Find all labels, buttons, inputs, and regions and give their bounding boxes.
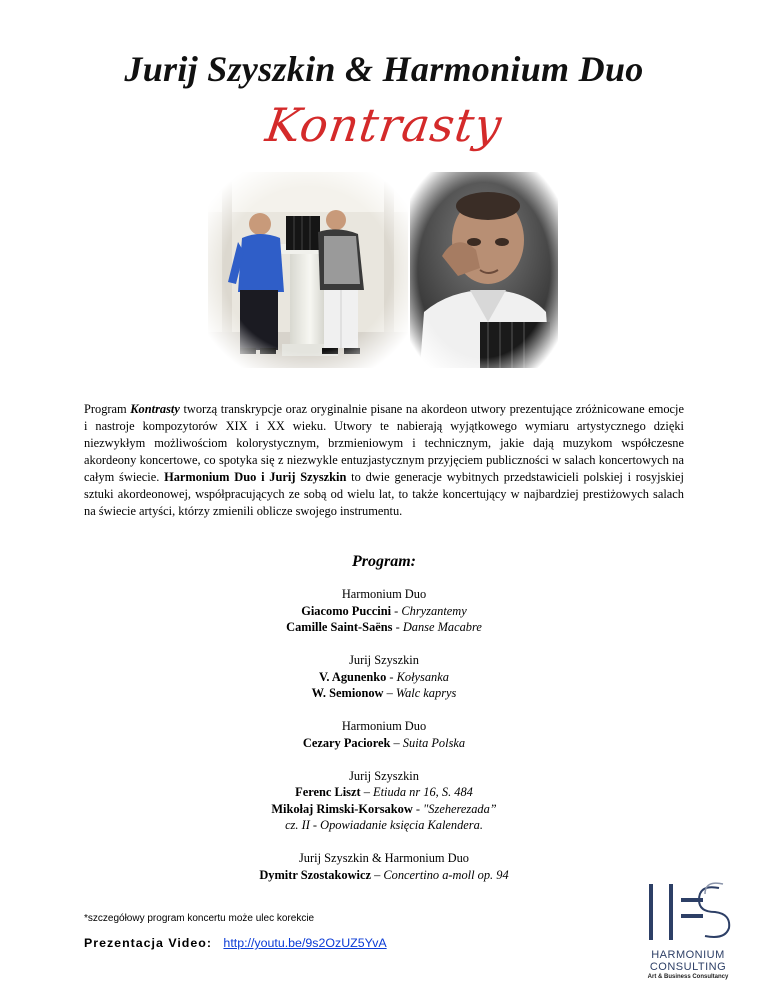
separator: – — [360, 785, 374, 799]
program-item — [0, 784, 768, 801]
work-title: Chryzantemy — [401, 603, 467, 618]
portrait-photo — [410, 172, 558, 368]
program-note: *szczegółowy program koncertu może ulec korekcie — [84, 913, 315, 924]
program-item — [0, 817, 768, 834]
composer: Dymitr Szostakowicz — [259, 867, 371, 882]
logo-name-line1: HARMONIUM — [651, 949, 725, 961]
intro-text: Program — [84, 402, 131, 416]
work-title: Kołysanka — [396, 669, 449, 684]
separator: – — [390, 735, 403, 750]
intro-artists: Harmonium Duo i Jurij Szyszkin — [164, 470, 347, 484]
program-item — [0, 603, 768, 620]
program-heading: Program: — [352, 553, 416, 570]
intro-text: tworzą transkrypcje oraz oryginalnie pisane na akordeon utwory prezentujące zróżnicowane emocje i nastroje kompozytorów XIX i XX wieku. Utwory te nabierają wyjątkowego wymiaru artystycznego dzięki niezwykłym możliwościom kolorystycznym, brzmieniowym i technicznym, jakie dają muzykom współczesne akordeony koncertowe, co spotyka się z niezwykle entuzjastycznym przyjęciem publiczności w salach koncertowych na całym świecie. — [84, 402, 684, 484]
separator: – — [370, 867, 384, 882]
work-title: Danse Macabre — [402, 620, 482, 634]
separator: - — [412, 801, 424, 816]
program-group — [0, 586, 768, 636]
work-title: "Szeherezada” — [423, 801, 497, 816]
intro-program-name: Kontrasty — [130, 402, 180, 416]
logo-name-line2: CONSULTING — [649, 961, 727, 973]
separator: – — [383, 686, 396, 700]
program-group — [0, 768, 768, 834]
intro-text: to dwie generacje wybitnych przedstawicieli polskiej i rosyjskiej sztuki akordeonowej, współpracujących ze sobą od wielu lat, to także koncertujący w najbardziej prestiżowych salach na świecie artyści, którzy zmienili oblicze swojego instrumentu. — [84, 470, 684, 518]
program-group — [0, 718, 768, 751]
duo-photo — [208, 172, 408, 368]
intro-paragraph — [84, 401, 684, 520]
program-item — [0, 619, 768, 636]
video-label: Prezentacja Video: — [84, 936, 212, 950]
program-item — [0, 735, 768, 752]
performer: Harmonium Duo — [341, 587, 427, 601]
separator: - — [392, 620, 403, 634]
work-title: Walc kaprys — [395, 686, 457, 700]
program-item — [0, 801, 768, 818]
program-list — [0, 586, 768, 900]
performer: Jurij Szyszkin — [349, 653, 419, 667]
composer: Cezary Paciorek — [302, 735, 391, 750]
composer: W. Semionow — [311, 686, 384, 700]
program-subtitle: Kontrasty — [262, 98, 506, 152]
harmonium-consulting-logo — [628, 880, 748, 992]
performer: Harmonium Duo — [341, 719, 427, 733]
composer: Mikołaj Rimski-Korsakow — [271, 801, 413, 816]
work-title: Suita Polska — [402, 735, 466, 750]
performer: Jurij Szyszkin — [349, 768, 419, 783]
hc-monogram-icon — [643, 880, 733, 944]
program-item — [0, 669, 768, 686]
work-title: Etiuda nr 16, S. 484 — [373, 785, 473, 799]
program-group — [0, 652, 768, 702]
composer: Ferenc Liszt — [295, 785, 361, 799]
separator: - — [391, 603, 402, 618]
composer: Camille Saint-Saëns — [286, 620, 393, 634]
program-item — [0, 685, 768, 702]
work-title: Concertino a-moll op. 94 — [383, 867, 509, 882]
video-line — [84, 936, 387, 950]
program-group — [0, 850, 768, 883]
composer: Giacomo Puccini — [301, 603, 392, 618]
logo-tagline: Art & Business Consultancy — [647, 974, 729, 980]
page-title: Jurij Szyszkin & Harmonium Duo — [124, 49, 644, 89]
composer: V. Agunenko — [319, 669, 387, 684]
performer: Jurij Szyszkin & Harmonium Duo — [298, 851, 469, 865]
separator: - — [386, 669, 397, 684]
video-link[interactable]: http://youtu.be/9s2OzUZ5YvA — [223, 936, 387, 950]
work-subtitle: cz. II - Opowiadanie księcia Kalendera. — [285, 818, 483, 832]
